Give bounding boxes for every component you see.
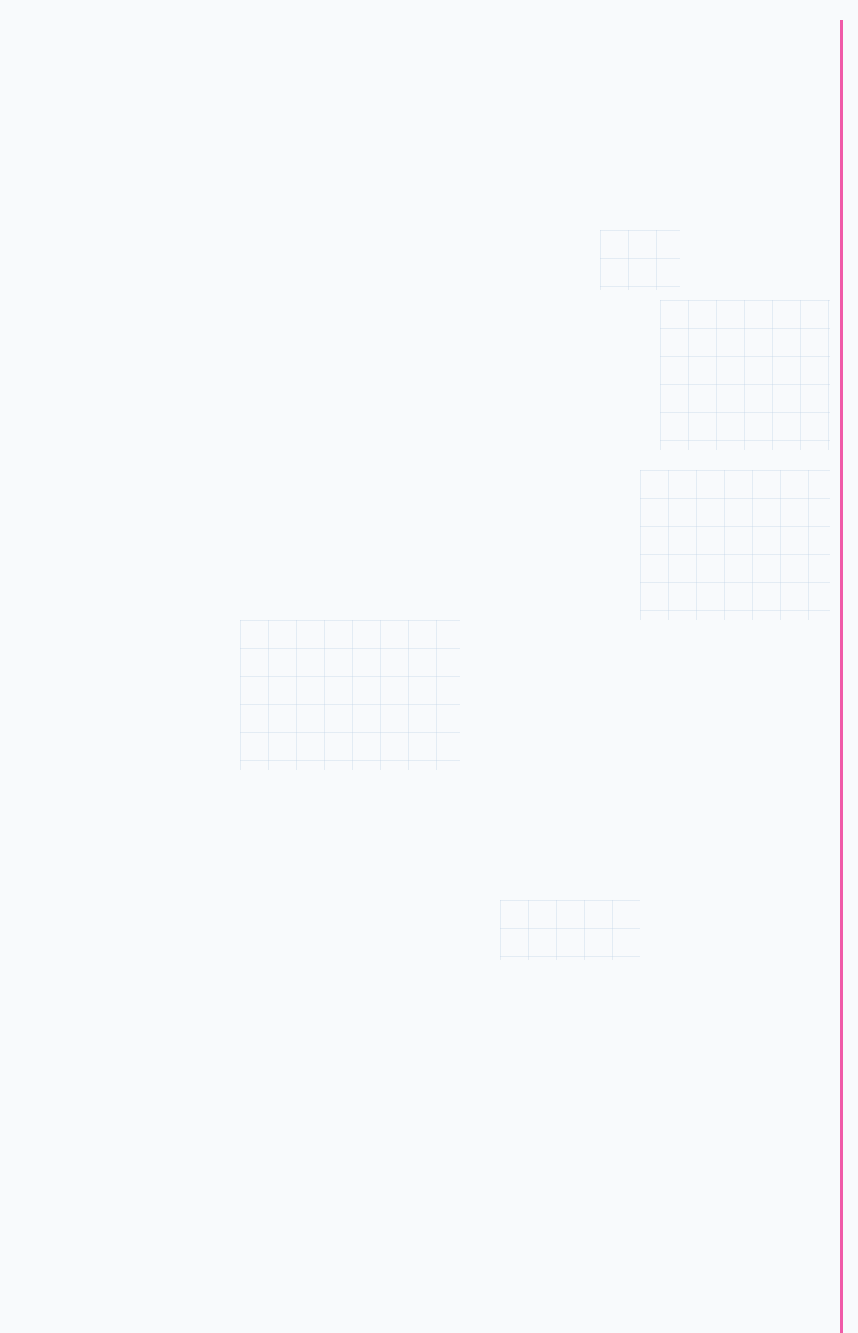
grid-patch: [600, 230, 680, 290]
margin-line: [840, 20, 843, 1333]
grid-patch: [240, 620, 460, 770]
grid-patch: [500, 900, 640, 960]
grid-patch: [660, 300, 830, 450]
grid-patch: [640, 470, 830, 620]
